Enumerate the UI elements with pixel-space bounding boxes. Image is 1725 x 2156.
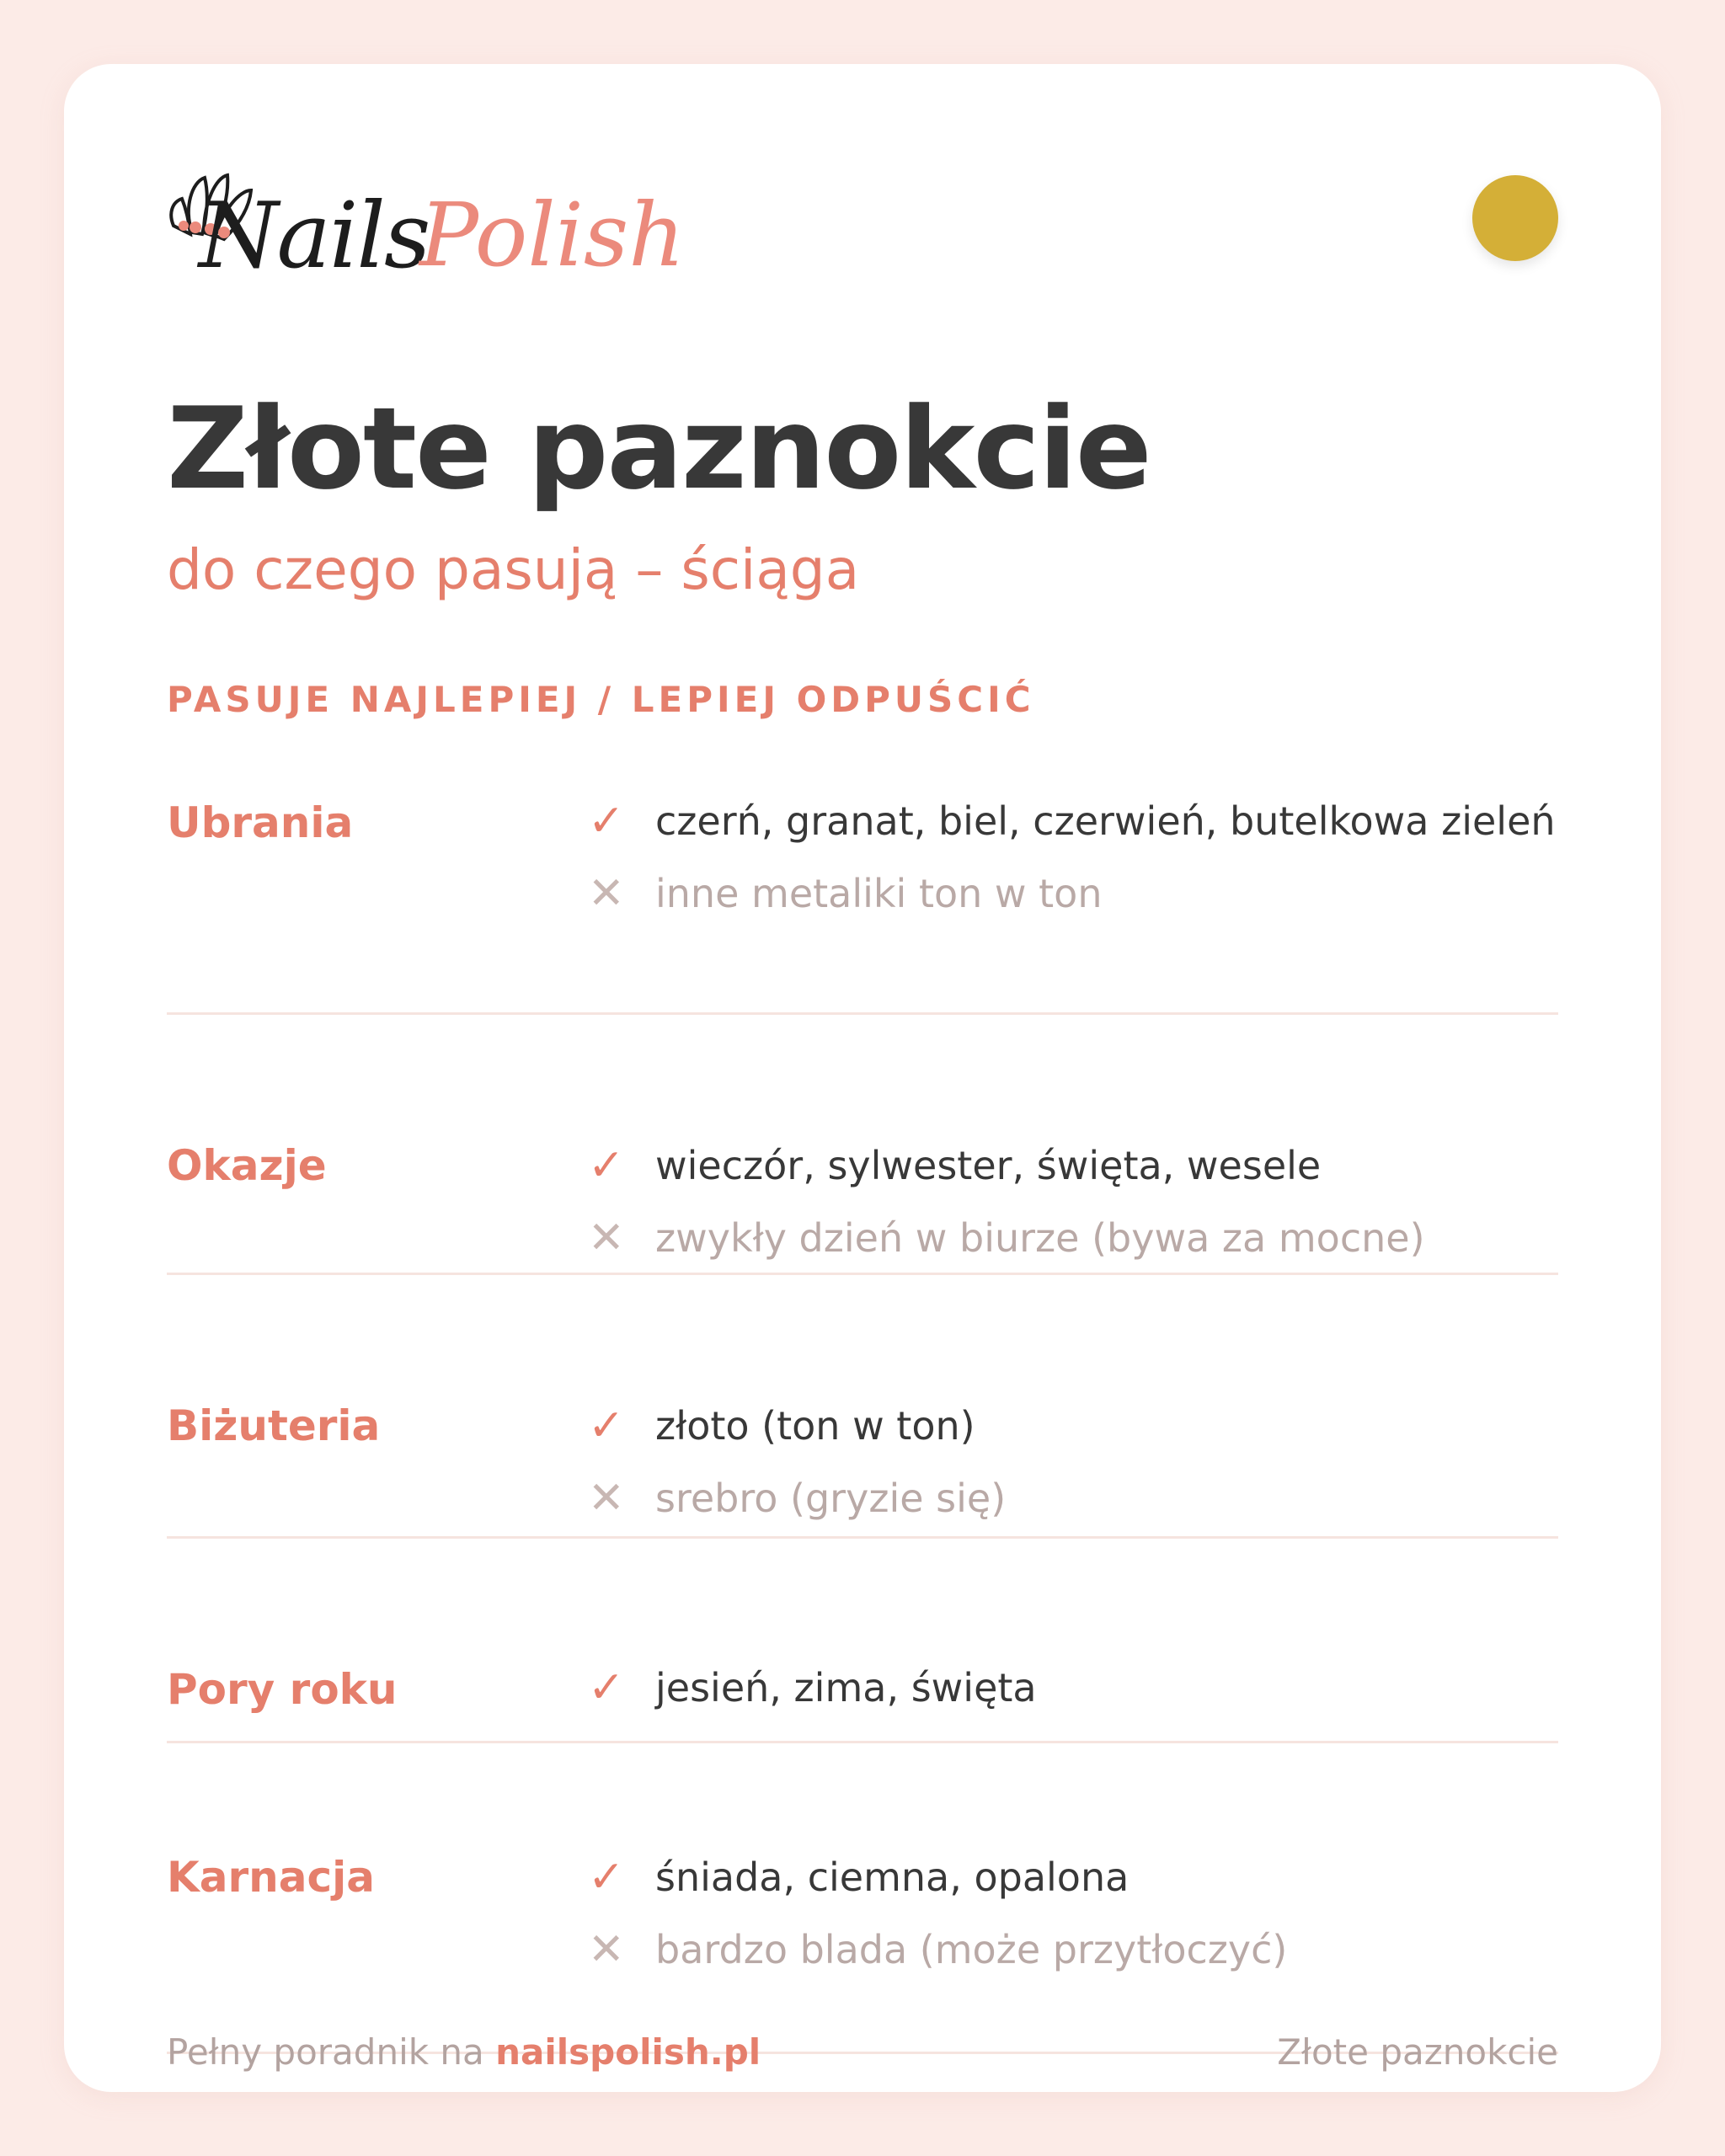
- avoid-item: [588, 1462, 1558, 1534]
- recommended-item: [588, 1652, 1558, 1724]
- recommended-item: [588, 1841, 1558, 1913]
- page-title: Złote paznokcie: [167, 383, 1151, 515]
- cross-icon: ✕: [588, 1924, 625, 1975]
- recommended-item: [588, 1129, 1558, 1202]
- category-label: Okazje: [167, 1141, 327, 1190]
- check-icon: ✓: [588, 1140, 625, 1191]
- pairing-items: [588, 1129, 1558, 1274]
- cross-icon: ✕: [588, 1473, 625, 1524]
- category-label: Ubrania: [167, 798, 354, 847]
- footer-right: Złote paznokcie: [1277, 2031, 1558, 2073]
- pairing-row-pory-roku: [167, 1539, 1558, 1743]
- cross-icon: ✕: [588, 868, 625, 919]
- category-label: Pory roku: [167, 1665, 398, 1714]
- logo-text-nails: Nails: [199, 184, 430, 289]
- category-label: Karnacja: [167, 1853, 375, 1902]
- logo-text-polish: Polish: [419, 184, 686, 286]
- recommended-item: [588, 1390, 1558, 1462]
- recommended-text: wieczór, sylwester, święta, wesele: [655, 1143, 1322, 1188]
- check-icon: ✓: [588, 1662, 625, 1713]
- recommended-text: jesień, zima, święta: [655, 1665, 1037, 1710]
- pairing-list: [167, 755, 1558, 2054]
- gold-color-swatch: [1472, 175, 1558, 261]
- footer: [167, 2031, 1558, 2073]
- category-label: Biżuteria: [167, 1401, 381, 1450]
- pairing-items: [588, 1841, 1558, 1986]
- brand-logo: [167, 165, 689, 291]
- pairing-row-bizuteria: [167, 1275, 1558, 1539]
- recommended-text: śniada, ciemna, opalona: [655, 1854, 1130, 1900]
- pairing-row-karnacja: [167, 1743, 1558, 2054]
- section-label: PASUJE NAJLEPIEJ / LEPIEJ ODPUŚCIĆ: [167, 679, 1035, 720]
- check-icon: ✓: [588, 1401, 625, 1451]
- page-subtitle: do czego pasują – ściąga: [167, 537, 860, 602]
- pairing-items: [588, 1390, 1558, 1534]
- avoid-text: bardzo blada (może przytłoczyć): [655, 1927, 1288, 1972]
- recommended-text: złoto (ton w ton): [655, 1403, 975, 1449]
- website-link[interactable]: nailspolish.pl: [495, 2031, 761, 2073]
- recommended-item: [588, 785, 1558, 857]
- check-icon: ✓: [588, 796, 625, 846]
- avoid-text: srebro (gryzie się): [655, 1476, 1007, 1521]
- pairing-items: [588, 1652, 1558, 1724]
- avoid-text: zwykły dzień w biurze (bywa za mocne): [655, 1215, 1425, 1261]
- cross-icon: ✕: [588, 1213, 625, 1263]
- avoid-text: inne metaliki ton w ton: [655, 871, 1103, 916]
- cheat-sheet-card: [64, 64, 1661, 2092]
- avoid-item: [588, 1913, 1558, 1986]
- footer-left: [167, 2031, 761, 2073]
- pairing-row-ubrania: [167, 755, 1558, 1015]
- avoid-item: [588, 857, 1558, 930]
- pairing-items: [588, 785, 1558, 930]
- recommended-text: czerń, granat, biel, czerwień, butelkowa zieleń: [655, 798, 1556, 844]
- footer-prefix: Pełny poradnik na: [167, 2031, 496, 2073]
- avoid-item: [588, 1202, 1558, 1274]
- check-icon: ✓: [588, 1852, 625, 1903]
- pairing-row-okazje: [167, 1015, 1558, 1275]
